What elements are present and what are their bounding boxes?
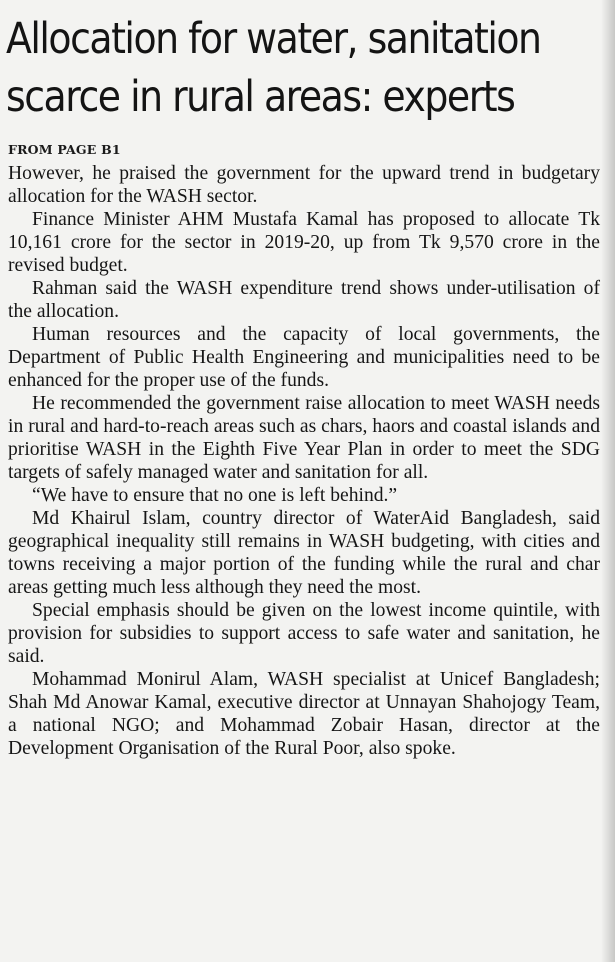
paragraph: Finance Minister AHM Mustafa Kamal has proposed to allocate Tk 10,161 crore for the sector in 2019-20, up from Tk 9,570 crore in the revised budget. bbox=[8, 209, 600, 276]
headline-line-2: scarce in rural areas: experts bbox=[6, 72, 515, 122]
page-edge-shadow bbox=[601, 0, 615, 962]
paragraph: Special emphasis should be given on the lowest income quintile, with provision for subsidies to support access to safe water and sanitation, he said. bbox=[8, 600, 600, 667]
article-headline bbox=[6, 10, 541, 126]
headline-line-1: Allocation for water, sanitation bbox=[6, 14, 541, 64]
article-body bbox=[8, 162, 600, 760]
continuation-kicker: FROM PAGE B1 bbox=[8, 142, 121, 157]
paragraph: Mohammad Monirul Alam, WASH specialist at Unicef Bangladesh; Shah Md Anowar Kamal, executive director at Unnayan Shahojogy Team, a national NGO; and Mohammad Zobair Hasan, director at the Development Organisation of the Rural Poor, also spoke. bbox=[8, 669, 600, 759]
paragraph: Rahman said the WASH expenditure trend shows under-utilisation of the allocation. bbox=[8, 278, 600, 322]
paragraph: Human resources and the capacity of local governments, the Department of Public Health Engineering and municipalities need to be enhanced for the proper use of the funds. bbox=[8, 324, 600, 391]
paragraph: Md Khairul Islam, country director of WaterAid Bangladesh, said geographical inequality still remains in WASH budgeting, with cities and towns receiving a major portion of the funding while the rural and char areas getting much less although they need the most. bbox=[8, 508, 600, 598]
paragraph: However, he praised the government for the upward trend in budgetary allocation for the WASH sector. bbox=[8, 163, 600, 207]
quote-paragraph: “We have to ensure that no one is left behind.” bbox=[32, 485, 398, 506]
paragraph: He recommended the government raise allocation to meet WASH needs in rural and hard-to-reach areas such as chars, haors and coastal islands and prioritise WASH in the Eighth Five Year Plan in order to meet the SDG targets of safely managed water and sanitation for all. bbox=[8, 393, 600, 483]
